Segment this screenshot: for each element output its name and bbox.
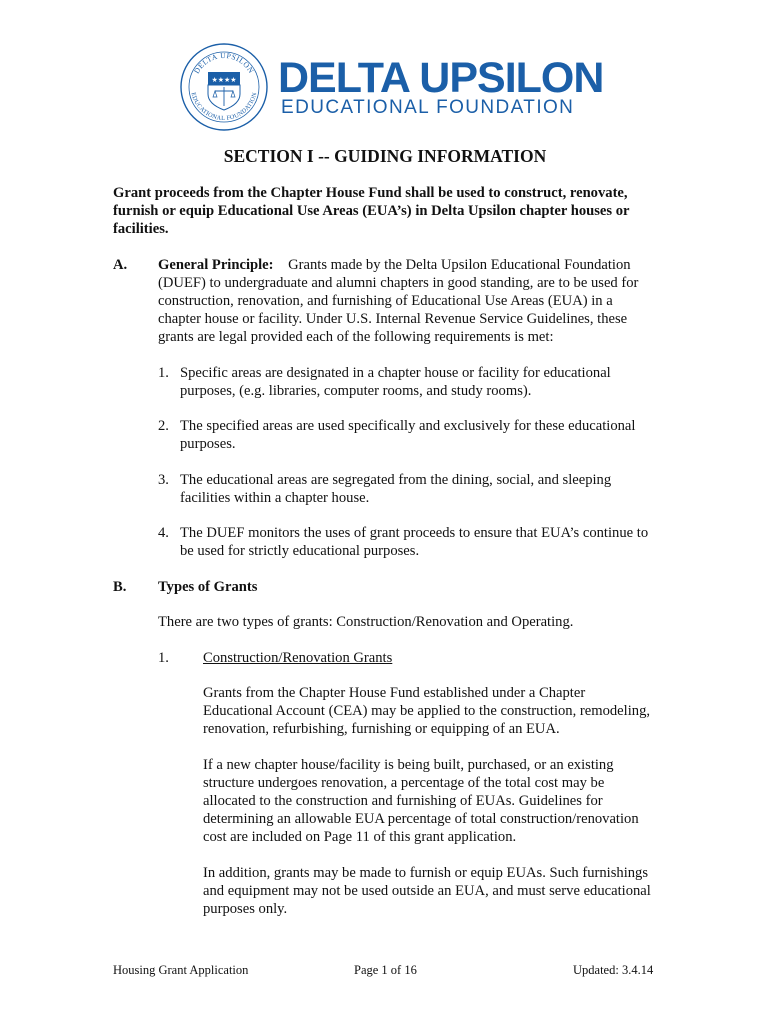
subsection-paragraph: In addition, grants may be made to furnish or equip EUAs. Such furnishings and equipment may not be used outside an EUA, and must serve educational purposes only. <box>203 865 651 917</box>
svg-text:★★★★: ★★★★ <box>211 76 237 84</box>
section-b-intro: There are two types of grants: Construction/Renovation and Operating. <box>158 614 574 630</box>
requirement-item <box>158 364 658 400</box>
section-b-letter: B. <box>113 579 127 595</box>
subsection-paragraph: Grants from the Chapter House Fund established under a Chapter Educational Account (CEA) may be applied to the construction, remodeling, renovation, refurbishing, furnishing or equipping of an EUA. <box>203 685 651 737</box>
footer-page-number: Page 1 of 16 <box>354 963 417 977</box>
requirement-item <box>158 417 658 453</box>
seal-bottom-text: EDUCATIONAL FOUNDATION <box>189 91 259 123</box>
requirement-number: 1. <box>158 365 169 381</box>
requirement-text: The educational areas are segregated from the dining, social, and sleeping facilities within a chapter house. <box>180 472 612 506</box>
section-title: SECTION I -- GUIDING INFORMATION <box>223 146 547 166</box>
brand-title: DELTA UPSILON <box>278 54 604 102</box>
section-a-text: Grants made by the Delta Upsilon Educational Foundation (DUEF) to undergraduate and alumni chapters in good standing, are to be used for construction, renovation, and furnishing of Educational Use Areas (EUA) in a chapter house or facility. Under U.S. Internal Revenue Service Guidelines, these grants are legal provided each of the following requirements is met: <box>158 257 639 345</box>
subsection-number: 1. <box>158 650 169 666</box>
section-a-heading: General Principle: <box>158 257 274 273</box>
requirement-number: 2. <box>158 418 169 434</box>
subsection-paragraph: If a new chapter house/facility is being built, purchased, or an existing structure undergoes renovation, a percentage of the total cost may be allocated to the construction and furnishing of EUAs. Guidelines for determining an allowable EUA percentage of total construction/renovation cost are included on Page 11 of this grant application. <box>203 757 639 845</box>
brand-subtitle: EDUCATIONAL FOUNDATION <box>281 97 575 118</box>
requirement-item <box>158 471 658 507</box>
svg-text:DELTA UPSILON <box>192 51 256 75</box>
footer-title: Housing Grant Application <box>113 963 249 977</box>
foundation-seal-logo <box>179 42 269 132</box>
requirement-number: 3. <box>158 472 169 488</box>
seal-top-text: DELTA UPSILON <box>191 50 257 76</box>
requirement-text: The specified areas are used specifically and exclusively for these educational purposes. <box>180 418 636 452</box>
subsection-heading: Construction/Renovation Grants <box>203 650 393 666</box>
section-a-body <box>158 256 658 346</box>
requirement-item <box>158 524 658 560</box>
requirement-text: The DUEF monitors the uses of grant proceeds to ensure that EUA’s continue to be used for strictly educational purposes. <box>180 525 649 559</box>
section-a-letter: A. <box>113 257 128 273</box>
intro-paragraph: Grant proceeds from the Chapter House Fund shall be used to construct, renovate, furnish or equip Educational Use Areas (EUA’s) in Delta Upsilon chapter houses or facilities. <box>113 185 630 237</box>
requirement-number: 4. <box>158 525 169 541</box>
footer-updated-date: Updated: 3.4.14 <box>573 963 654 977</box>
requirement-text: Specific areas are designated in a chapter house or facility for educational purposes, (e.g. libraries, computer rooms, and study rooms). <box>180 365 611 399</box>
section-b-heading: Types of Grants <box>158 579 258 595</box>
